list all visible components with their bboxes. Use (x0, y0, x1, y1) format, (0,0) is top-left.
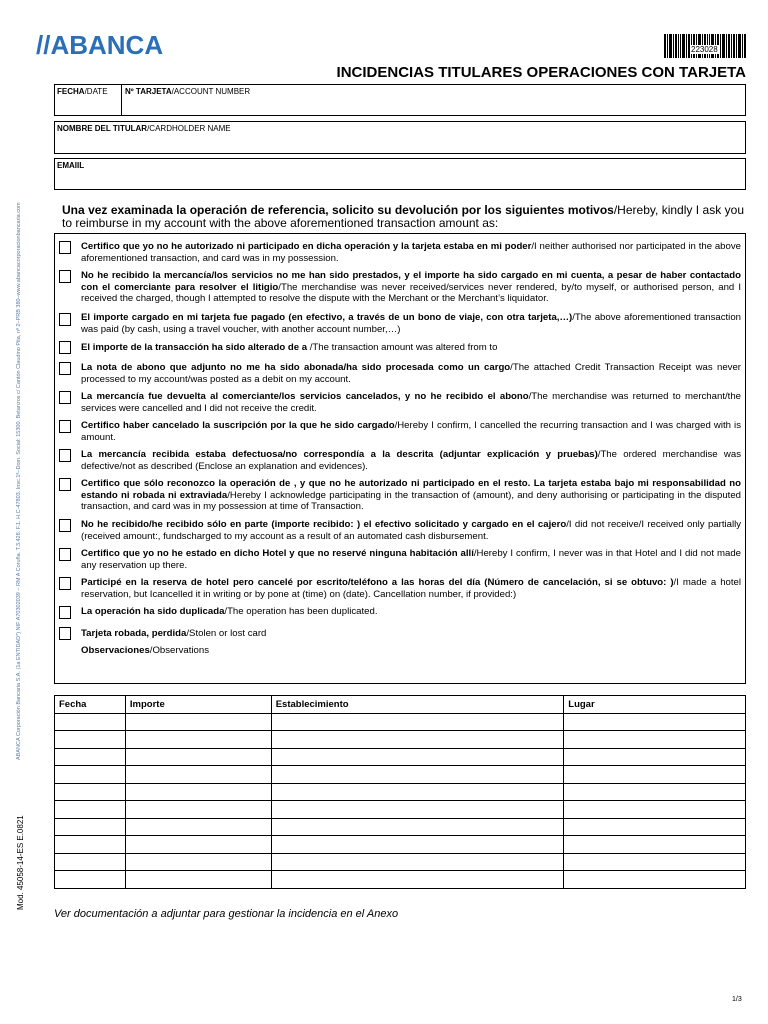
column-header-importe: Importe (125, 696, 271, 714)
table-row[interactable] (55, 766, 746, 784)
checkbox[interactable] (59, 270, 71, 283)
cardholder-name-field[interactable] (54, 121, 746, 154)
date-field[interactable] (55, 85, 122, 115)
account-number-label: Nº TARJETA/ACCOUNT NUMBER (125, 87, 251, 96)
legal-side-text: ABANCA Corporación Bancaria S.A. (1a ENTIDAD*) NIF A70302039 – RM A Coruña. T.3.428. F.1. H.C-47803. Insc.1ª–Dom. Social: 15300. Betanzos c/ Cantón Claudino Pita, nº 2–PRB 380–www.abancacorporacionbancaria.com (16, 202, 22, 760)
reason-option: Certifico que sólo reconozco la operación de , y que no he autorizado ni participado en el resto. La tarjeta estaba bajo mi responsabilidad no estando ni robada ni extraviada/Hereby I acknowledge participating in the transaction of (amount), and deny authorising or participating in the disputed transaction, and card was in my possession at time of Transaction. (81, 478, 741, 512)
column-header-fecha: Fecha (55, 696, 126, 714)
reason-option: La operación ha sido duplicada/The operation has been duplicated. (81, 606, 378, 617)
annex-note: Ver documentación a adjuntar para gestionar la incidencia en el Anexo (54, 908, 399, 920)
table-header-row (55, 696, 746, 714)
checkbox[interactable] (59, 519, 71, 532)
account-number-field[interactable] (122, 85, 742, 115)
column-header-establecimiento: Establecimiento (271, 696, 564, 714)
email-label: EMAIIL (57, 161, 85, 170)
table-row[interactable] (55, 748, 746, 766)
checkbox[interactable] (59, 478, 71, 491)
table-row[interactable] (55, 801, 746, 819)
table-row[interactable] (55, 818, 746, 836)
barcode-number: 223028 (691, 45, 718, 54)
reason-option: Certifico que yo no he autorizado ni participado en dicha operación y la tarjeta estaba en mi poder/I neither authorised nor participated in the above aforementioned transaction, and card was in my possession. (81, 241, 741, 264)
model-code: Mod. 45058-14-ES E.0821 (16, 815, 25, 910)
reason-option: No he recibido/he recibido sólo en parte (importe recibido: ) el efectivo solicitado y cargado en el cajero/I did not receive/I received only partially (received amount:, fundscharged to my account as a result of an automated cash disbursement. (81, 519, 742, 542)
table-row[interactable] (55, 713, 746, 731)
reason-option: La mercancía fue devuelta al comerciante/los servicios cancelados, y no he recibido el abono/The merchandise was returned to merchant/the services were cancelled and I did not receive the credit. (81, 391, 741, 414)
email-field[interactable] (54, 158, 746, 190)
table-row[interactable] (55, 871, 746, 889)
checkbox[interactable] (59, 420, 71, 433)
checkbox[interactable] (59, 449, 71, 462)
checkbox[interactable] (59, 362, 71, 375)
table-row[interactable] (55, 853, 746, 871)
checkbox[interactable] (59, 606, 71, 619)
abanca-logo: //ABANCA (36, 30, 164, 60)
column-header-lugar: Lugar (564, 696, 746, 714)
checkbox[interactable] (59, 241, 71, 254)
reason-option: El importe de la transacción ha sido alterado de a /The transaction amount was altered from to (81, 342, 498, 353)
page-title: INCIDENCIAS TITULARES OPERACIONES CON TARJETA (336, 64, 746, 81)
reason-option: La nota de abono que adjunto no me ha sido abonada/ha sido procesada como un cargo/The attached Credit Transaction Receipt was never processed to my account/was posted as a debit on my account. (81, 362, 741, 385)
reason-option: Certifico que yo no he estado en dicho Hotel y que no reservé ninguna habitación allí/Hereby I confirm, I never was in that Hotel and I did not made any reservation up there. (81, 548, 741, 571)
transactions-table (54, 695, 746, 889)
cardholder-name-label: NOMBRE DEL TITULAR/CARDHOLDER NAME (57, 124, 231, 133)
reason-option: El importe cargado en mi tarjeta fue pagado (en efectivo, a través de un bono de viaje, con otra tarjeta,…)/The above aforementioned transaction was paid (by cash, using a travel voucher, with another account number,…) (81, 312, 741, 335)
checkbox[interactable] (59, 577, 71, 590)
reason-option: Certifico haber cancelado la suscripción por la que he sido cargado/Hereby I confirm, I cancelled the recurring transaction and I was charged with is amount. (81, 420, 741, 443)
checkbox[interactable] (59, 313, 71, 326)
table-row[interactable] (55, 731, 746, 749)
checkbox[interactable] (59, 391, 71, 404)
table-row[interactable] (55, 836, 746, 854)
date-label: FECHA/DATE (57, 87, 108, 96)
reason-option: La mercancía recibida estaba defectuosa/no correspondía a la descrita (adjuntar explicación y pruebas)/The ordered merchandise was defective/not as described (Enclose an explanation and evidences). (81, 449, 741, 472)
reasons-box (54, 233, 746, 684)
intro-text: Una vez examinada la operación de referencia, solicito su devolución por los siguientes motivos/Hereby, kindly I ask you to reimburse in my account with the above aforementioned transaction amount as: (62, 203, 744, 230)
checkbox[interactable] (59, 341, 71, 354)
observations-label: Observaciones/Observations (81, 645, 209, 656)
table-row[interactable] (55, 783, 746, 801)
checkbox[interactable] (59, 627, 71, 640)
date-account-row (54, 84, 746, 116)
checkbox[interactable] (59, 548, 71, 561)
reason-option: Tarjeta robada, perdida/Stolen or lost card (81, 628, 267, 639)
reason-option: Participé en la reserva de hotel pero cancelé por escrito/teléfono a las horas del día (Número de cancelación, si se obtuvo: )/I made a hotel reservation, but Icancelled it in writing or by pone at (time) on (date). Cancellation number, if provided:) (81, 577, 742, 600)
page-number: 1/3 (732, 996, 742, 1003)
reason-option: No he recibido la mercancía/los servicios no me han sido prestados, y el importe ha sido cargado en mi cuenta, a pesar de haber contactado con el comerciante para resolver el litigio/The merchandise was never received/services never rendered, by/to myself, or authorised person, and I received the charged, though I attempted to resolve the dispute with the Merchant or the Merchant’s liquidator. (81, 270, 741, 304)
